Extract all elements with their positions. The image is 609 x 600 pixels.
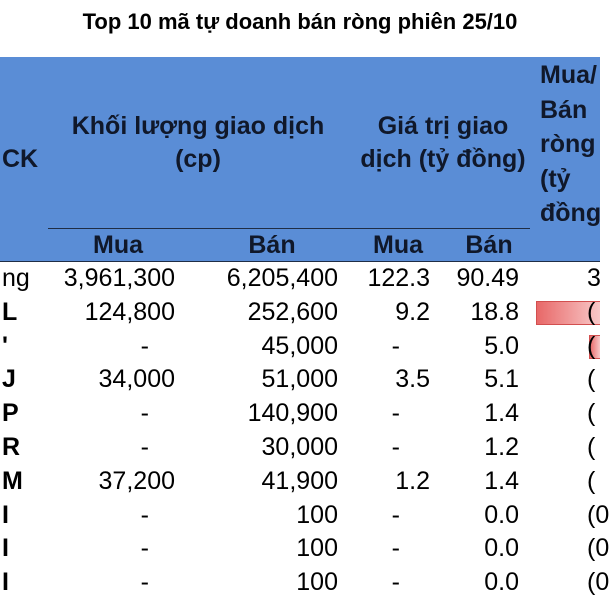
cell-volume-sell: 140,900 <box>247 399 338 428</box>
cell-stock-code: I <box>2 534 9 563</box>
cell-value-buy: - <box>391 534 400 563</box>
header-stock-code: CK <box>2 145 39 173</box>
cell-volume-buy: - <box>140 433 149 461</box>
cell-value-buy: - <box>391 500 400 529</box>
cell-stock-code: J <box>2 365 16 394</box>
cell-volume-buy: 3,961,300 <box>63 264 175 292</box>
cell-net-value: (0 <box>587 568 609 597</box>
cell-stock-code: I <box>2 568 9 597</box>
cell-value-sell: 1.2 <box>484 433 519 461</box>
cell-net-value: ( <box>587 297 596 326</box>
table-row <box>0 465 600 499</box>
cell-volume-sell: 51,000 <box>261 365 338 394</box>
cell-value-buy: 122.3 <box>367 264 430 292</box>
cell-volume-buy: - <box>140 331 149 360</box>
table-row <box>0 532 609 566</box>
table-row <box>0 330 600 364</box>
table-row <box>0 363 600 397</box>
header-volume-unit: (cp) <box>175 145 221 173</box>
cell-volume-sell: 6,205,400 <box>226 264 338 292</box>
cell-value-buy: 3.5 <box>395 365 430 394</box>
cell-stock-code: ng <box>2 264 30 292</box>
subheader-value-buy: Mua <box>373 231 423 259</box>
cell-volume-sell: 100 <box>296 534 338 563</box>
page-title: Top 10 mã tự doanh bán ròng phiên 25/10 <box>82 9 518 34</box>
cell-value-buy: - <box>391 399 400 428</box>
cell-value-buy: - <box>391 331 400 360</box>
cell-volume-sell: 100 <box>296 500 338 529</box>
cell-net-value: 3 <box>587 264 601 292</box>
cell-value-sell: 1.4 <box>484 399 519 428</box>
cell-value-sell: 0.0 <box>484 534 519 563</box>
cell-value-sell: 1.4 <box>484 466 519 495</box>
header-net-group <box>540 58 600 231</box>
header-net-line: Bán <box>540 95 588 124</box>
subheader-volume-sell: Bán <box>248 231 296 259</box>
cell-value-sell: 0.0 <box>484 568 519 597</box>
cell-value-sell: 90.49 <box>456 264 519 292</box>
cell-value-sell: 18.8 <box>470 297 519 326</box>
cell-value-sell: 0.0 <box>484 500 519 529</box>
table-row <box>0 499 609 533</box>
cell-value-buy: 9.2 <box>395 297 430 326</box>
cell-stock-code: L <box>2 297 18 326</box>
cell-stock-code: M <box>2 466 23 495</box>
table-row <box>0 262 600 296</box>
table-header <box>0 57 600 262</box>
subheader-volume-buy: Mua <box>93 231 143 259</box>
cell-stock-code: P <box>2 399 19 428</box>
header-value-unit: dịch (tỷ đồng) <box>360 145 526 173</box>
cell-volume-sell: 252,600 <box>247 297 338 326</box>
table-row <box>0 566 609 600</box>
cell-volume-sell: 45,000 <box>261 331 338 360</box>
cell-value-buy: - <box>391 568 400 597</box>
cell-stock-code: ' <box>2 331 8 360</box>
cell-net-value: ( <box>587 433 596 461</box>
cell-net-value: ( <box>587 365 596 394</box>
cell-volume-sell: 41,900 <box>261 466 338 495</box>
header-volume-line: Khối lượng giao dịch <box>71 112 325 140</box>
header-net-line: Mua/ <box>540 61 597 89</box>
cell-value-sell: 5.1 <box>484 365 519 394</box>
header-value-line: Giá trị giao <box>377 112 509 140</box>
table-row <box>0 296 600 330</box>
cell-volume-buy: 124,800 <box>84 297 175 326</box>
header-net-line: ròng <box>540 130 596 158</box>
cell-stock-code: R <box>2 433 21 461</box>
header-value-group <box>352 110 534 176</box>
cell-net-value: (0 <box>587 534 609 563</box>
cell-stock-code: I <box>2 500 9 529</box>
cell-net-value: ( <box>587 331 596 360</box>
cell-volume-sell: 30,000 <box>261 433 338 461</box>
cell-net-value: ( <box>587 466 596 495</box>
cell-value-sell: 5.0 <box>484 331 519 360</box>
cell-volume-buy: - <box>140 399 149 428</box>
cell-volume-buy: - <box>140 500 149 529</box>
table-row <box>0 431 600 465</box>
cell-volume-sell: 100 <box>296 568 338 597</box>
header-net-line: (tỷ <box>540 164 571 193</box>
table-row <box>0 397 600 431</box>
cell-volume-buy: 34,000 <box>98 365 175 394</box>
cell-value-buy: - <box>391 433 400 461</box>
cell-net-value: ( <box>587 399 596 428</box>
header-volume-group <box>48 110 348 176</box>
header-net-line: đồng <box>540 199 602 227</box>
cell-volume-buy: - <box>140 534 149 563</box>
subheader-value-sell: Bán <box>465 231 513 259</box>
cell-net-value: (0 <box>587 500 609 529</box>
cell-value-buy: 1.2 <box>395 466 430 495</box>
cell-volume-buy: 37,200 <box>98 466 175 495</box>
cell-volume-buy: - <box>140 568 149 597</box>
